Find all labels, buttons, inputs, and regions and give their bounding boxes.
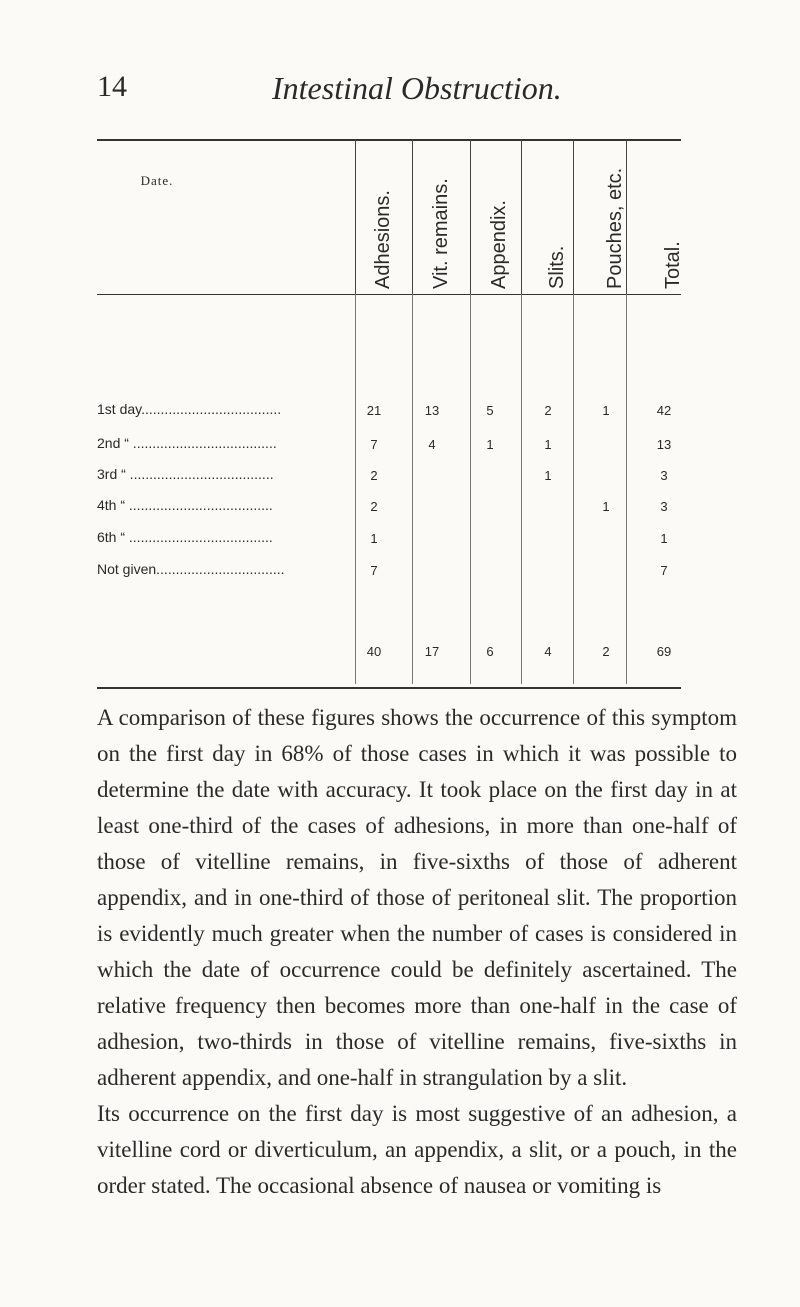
table-top-rule [97, 139, 681, 141]
column-header: Total. [662, 241, 684, 289]
total-cell: 4 [544, 644, 552, 659]
body-text [97, 700, 737, 1204]
column-divider [355, 139, 356, 294]
column-divider [412, 139, 413, 294]
column-divider-body [521, 294, 522, 684]
running-title: Intestinal Obstruction. [272, 70, 562, 106]
page-number: 14 [97, 70, 127, 103]
row-label: 1st day.................................... [97, 401, 282, 417]
paragraph-1: A comparison of these figures shows the occurrence of this symptom on the first day in 68% of those cases in which it was possible to determine the date with accuracy. It took place on the first day in at least one-third of the cases of adhesions, in more than one-half of those of vitelline remains, in five-sixths of those of adherent appendix, and in one-third of those of peritoneal slit. The proportion is evidently much greater when the number of cases is considered in which the date of occurrence could be definitely ascertained. The relative frequency then becomes more than one-half in the case of adhesion, two-thirds in those of vitelline remains, five-sixths in adherent appendix, and one-half in strangulation by a slit. [97, 705, 737, 1090]
header-rule [97, 294, 681, 295]
column-divider-body [470, 294, 471, 684]
column-divider-body [573, 294, 574, 684]
column-divider [521, 139, 522, 294]
table-cell: 13 [424, 403, 440, 418]
column-divider [470, 139, 471, 294]
paragraph-2: Its occurrence on the first day is most suggestive of an adhesion, a vitelline cord or diverticulum, an appendix, a slit, or a pouch, in the order stated. The occasional absence of nausea or vomiting is [97, 1101, 737, 1198]
column-header: Vit. remains. [430, 178, 452, 289]
total-cell: 6 [486, 644, 494, 659]
table-cell: 7 [370, 563, 378, 578]
column-header: Pouches, etc. [604, 167, 626, 289]
table-cell: 2 [370, 468, 378, 483]
row-label: 2nd “ ..................................... [97, 435, 277, 451]
row-label: 3rd “ ..................................... [97, 466, 274, 482]
table-cell: 13 [656, 437, 672, 452]
table-cell: 2 [370, 499, 378, 514]
table-cell: 21 [366, 403, 382, 418]
total-cell: 69 [656, 644, 672, 659]
table-cell: 1 [544, 468, 552, 483]
table-cell: 1 [660, 531, 668, 546]
table-bottom-rule [97, 687, 681, 689]
table-cell: 7 [370, 437, 378, 452]
row-label: Not given................................. [97, 561, 285, 577]
table-cell: 42 [656, 403, 672, 418]
table-cell: 1 [602, 499, 610, 514]
table-cell: 1 [602, 403, 610, 418]
table-cell: 3 [660, 468, 668, 483]
column-header: Appendix. [488, 200, 510, 289]
column-header-date: Date. [140, 173, 174, 188]
table-cell: 1 [486, 437, 494, 452]
column-header: Slits. [546, 245, 568, 289]
row-label: 4th “ ..................................... [97, 497, 273, 513]
table-cell: 1 [544, 437, 552, 452]
total-cell: 2 [602, 644, 610, 659]
table-cell: 2 [544, 403, 552, 418]
table-cell: 4 [428, 437, 436, 452]
table-cell: 5 [486, 403, 494, 418]
total-cell: 40 [366, 644, 382, 659]
table-cell: 7 [660, 563, 668, 578]
row-label: 6th “ ..................................... [97, 529, 273, 545]
total-cell: 17 [424, 644, 440, 659]
column-divider [573, 139, 574, 294]
column-divider-body [412, 294, 413, 684]
table-cell: 1 [370, 531, 378, 546]
table-cell: 3 [660, 499, 668, 514]
column-header: Adhesions. [372, 190, 394, 289]
column-divider-body [355, 294, 356, 684]
column-divider-body [626, 294, 627, 684]
